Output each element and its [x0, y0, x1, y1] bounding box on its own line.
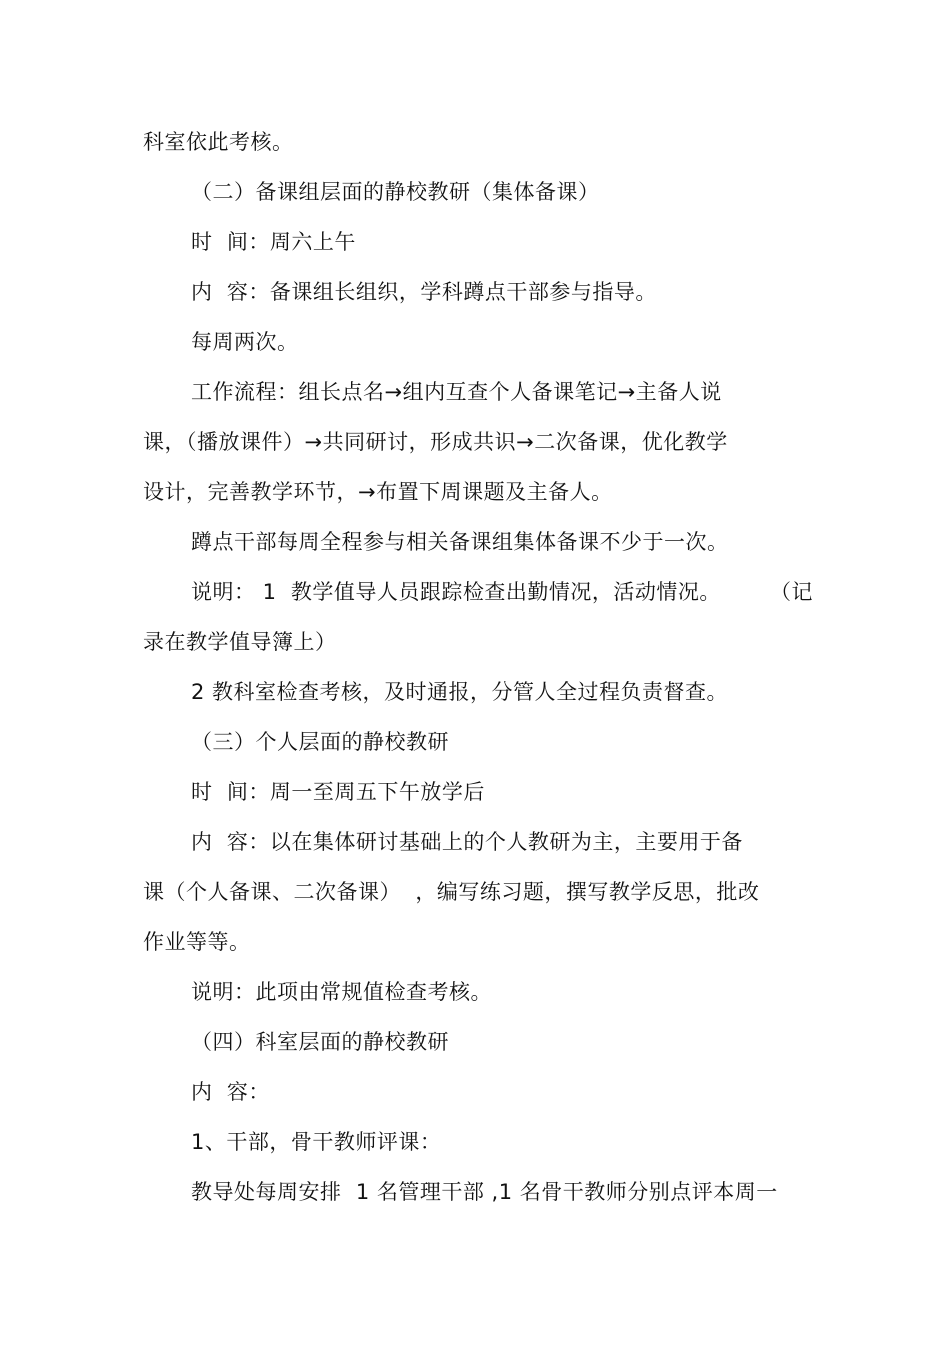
section-heading-4: （四）科室层面的静校教研	[191, 1030, 449, 1054]
text-line-note-3: 说明：此项由常规值检查考核。	[191, 980, 492, 1004]
text-line-cadre: 蹲点干部每周全程参与相关备课组集体备课不少于一次。	[191, 530, 729, 554]
text-line-workflow: 工作流程：组长点名→组内互查个人备课笔记→主备人说	[191, 380, 722, 404]
text-line-content-2-cont-2: 作业等等。	[143, 930, 251, 954]
text-line-time-2: 时 间：周一至周五下午放学后	[191, 780, 485, 804]
text-line-note-1-tail: （记	[770, 580, 813, 604]
text-line-item-1-detail: 教导处每周安排 1 名管理干部 ,1 名骨干教师分别点评本周一	[191, 1180, 778, 1204]
text-line-frequency: 每周两次。	[191, 330, 299, 354]
section-heading-3: （三）个人层面的静校教研	[191, 730, 449, 754]
text-line-note-1-cont: 录在教学值导簿上）	[143, 630, 337, 654]
section-heading-2: （二）备课组层面的静校教研（集体备课）	[191, 180, 600, 204]
text-line-content: 内 容：备课组长组织，学科蹲点干部参与指导。	[191, 280, 657, 304]
text-line-workflow-cont-1: 课，（播放课件）→共同研讨，形成共识→二次备课，优化教学	[143, 430, 728, 454]
text-line-note-1: 说明： 1 教学值导人员跟踪检查出勤情况，活动情况。	[191, 580, 721, 604]
text-line-content-2: 内 容：以在集体研讨基础上的个人教研为主，主要用于备	[191, 830, 743, 854]
text-line-item-1: 1、干部，骨干教师评课：	[191, 1130, 442, 1154]
text-line-content-3: 内 容：	[191, 1080, 270, 1104]
text-line-workflow-cont-2: 设计，完善教学环节，→布置下周课题及主备人。	[143, 480, 613, 504]
text-line-note-2: 2 教科室检查考核，及时通报，分管人全过程负责督查。	[191, 680, 729, 704]
text-line-content-2-cont-1: 课（个人备课、二次备课） ，编写练习题，撰写教学反思，批改	[143, 880, 760, 904]
text-line-1: 科室依此考核。	[143, 130, 294, 154]
text-line-time: 时 间：周六上午	[191, 230, 356, 254]
